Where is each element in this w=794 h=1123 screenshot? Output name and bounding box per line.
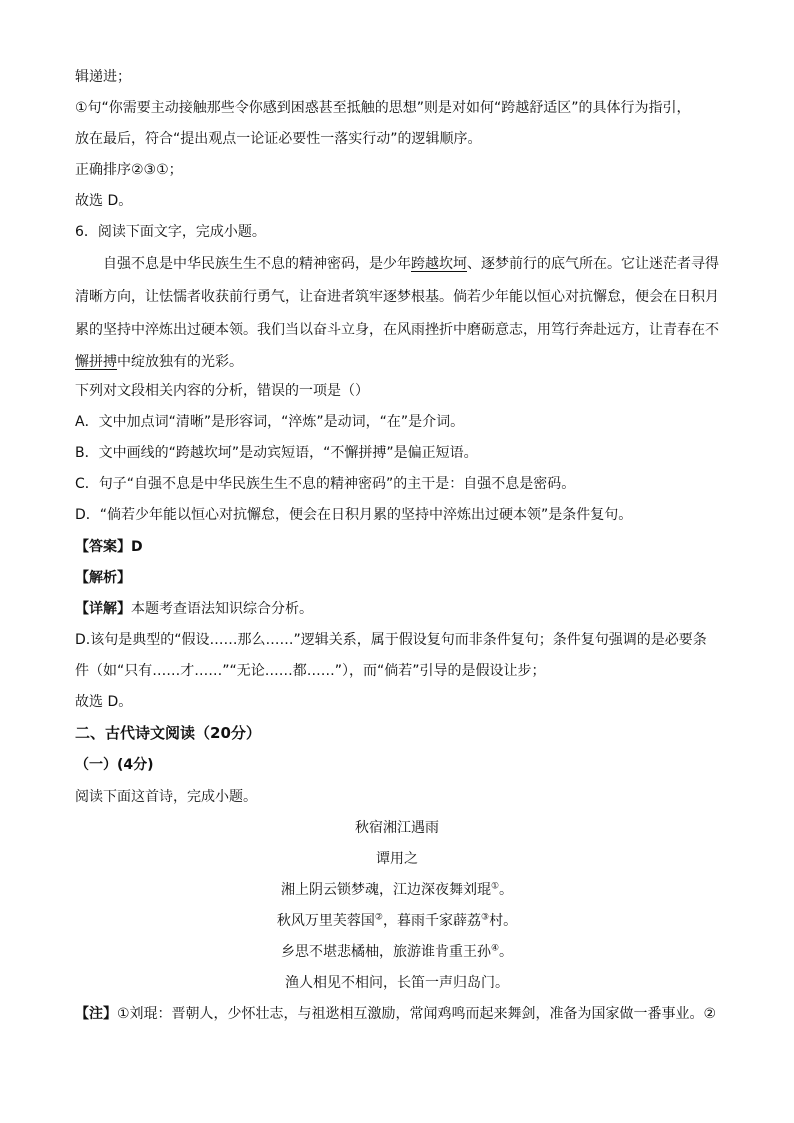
passage-line: 清晰方向，让怯懦者收获前行勇气，让奋进者筑牢逐梦根基。倘若少年能以恒心对抗懈怠，便会在日积月 [75,289,719,305]
note-text: ①刘琨：晋朝人，少怀壮志，与祖逖相互激励，常闻鸡鸣而起来舞剑，准备为国家做一番事业。② [117,1006,717,1022]
poem-verse [0,942,794,962]
poem-verse: 渔人相见不相问，长笛一声归岛门。 [285,975,509,991]
poem-title: 秋宿湘江遇雨 [355,820,439,836]
footnote-mark: ② [374,912,383,923]
verse-text: 。 [499,882,514,898]
verse-text: 秋风万里芙蓉国 [276,913,375,929]
detail-label: 【详解】 [75,601,131,617]
explanation-line: 故选 D。 [75,694,133,710]
text-line: 放在最后，符合“提出观点一论证必要性一落实行动”的逻辑顺序。 [75,131,482,147]
underlined-phrase: 懈拼搏 [75,354,117,370]
option-a: A．文中加点词“清晰”是形容词，“淬炼”是动词，“在”是介词。 [75,414,465,430]
footnote-mark: ① [490,881,500,892]
text-line: ①句“你需要主动接触那些令你感到困惑甚至抵触的思想”则是对如何“跨越舒适区”的具体行为指引， [75,100,691,116]
passage-text: 中绽放独有的光彩。 [117,354,243,370]
passage-text: 、逐梦前行的底气所在。它让迷茫者寻得 [467,256,719,272]
text-line: 正确排序②③①； [75,162,183,178]
question-heading: 6．阅读下面文字，完成小题。 [75,224,266,240]
footnote-mark: ③ [481,912,490,923]
verse-text: 乡思不堪悲橘柚，旅游谁肯重王孙 [280,944,491,960]
verse-text: 湘上阴云锁梦魂，江边深夜舞刘琨 [280,882,491,898]
poem-verse [0,880,794,900]
answer-label: 【答案】D [75,539,143,555]
detail-text: 本题考查语法知识综合分析。 [131,601,313,617]
note-label: 【注】 [75,1006,117,1022]
text-line: 辑递进； [75,69,131,85]
explanation-line: 件（如“只有……才……”“无论……都……”），而“倘若”引导的是假设让步； [75,663,546,679]
option-d: D．“倘若少年能以恒心对抗懈怠，便会在日积月累的坚持中淬炼出过硬本领”是条件复句。 [75,507,633,523]
subsection-heading: （一）(4分) [75,757,154,773]
underlined-phrase: 跨越坎坷 [411,256,467,272]
verse-text: 。 [499,944,514,960]
passage-line [75,352,243,372]
question-stem: 下列对文段相关内容的分析，错误的一项是（） [75,383,369,399]
verse-text: 村。 [489,913,518,929]
poem-verse [0,911,794,931]
detail-line [75,599,313,619]
section-heading: 二、古代诗文阅读（20分） [75,724,261,742]
option-c: C．句子“自强不息是中华民族生生不息的精神密码”的主干是：自强不息是密码。 [75,476,576,492]
passage-line [103,254,719,274]
note-line [75,1004,716,1024]
passage-line: 累的坚持中淬炼出过硬本领。我们当以奋斗立身，在风雨挫折中磨砺意志，用笃行奔赴远方，让青春在不 [75,322,719,338]
poem-author: 谭用之 [376,851,418,867]
analysis-label: 【解析】 [75,570,131,586]
explanation-line: D.该句是典型的“假设……那么……”逻辑关系，属于假设复句而非条件复句；条件复句强调的是必要条 [75,632,707,648]
text-line: 故选 D。 [75,193,133,209]
passage-text: 自强不息是中华民族生生不息的精神密码，是少年 [103,256,411,272]
option-b: B．文中画线的“跨越坎坷”是动宾短语，“不懈拼搏”是偏正短语。 [75,445,478,461]
footnote-mark: ④ [490,943,500,954]
instruction: 阅读下面这首诗，完成小题。 [75,789,257,805]
verse-text: ，暮雨千家薜荔 [383,913,481,929]
